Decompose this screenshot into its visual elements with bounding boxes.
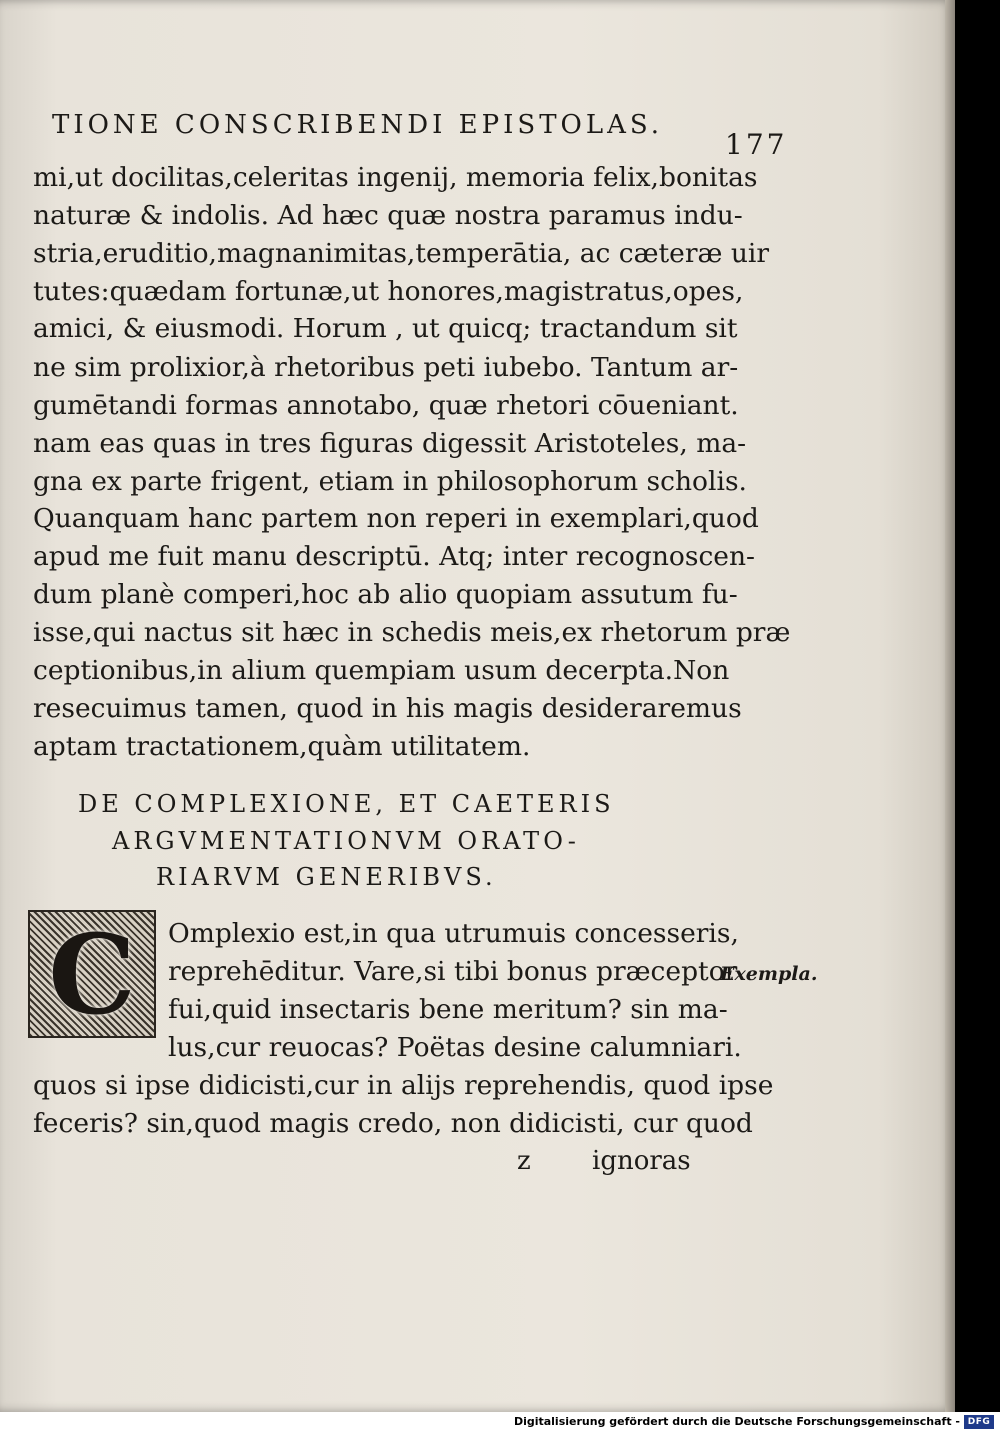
body-line: naturæ & indolis. Ad hæc quæ nostra paramus indu- (33, 200, 743, 231)
body-line: tutes:quædam fortunæ,ut honores,magistratus,opes, (33, 276, 744, 307)
body-line: resecuimus tamen, quod in his magis desideraremus (33, 693, 742, 724)
body-line: apud me fuit manu descriptū. Atq; inter recognoscen- (33, 541, 755, 572)
body-line: aptam tractationem,quàm utilitatem. (33, 731, 531, 762)
decorated-initial (28, 910, 156, 1038)
section-heading-line: ARGVMENTATIONVM ORATO- (112, 827, 580, 855)
body-line: nam eas quas in tres figuras digessit Aristoteles, ma- (33, 428, 747, 459)
catchword: ignoras (592, 1146, 691, 1176)
body-line: Quanquam hanc partem non reperi in exemplari,quod (33, 503, 759, 534)
page-edge (945, 0, 955, 1412)
body-line: stria,eruditio,magnanimitas,temperātia, ac cæteræ uir (33, 238, 770, 269)
drop-cap-letter: C (48, 909, 136, 1039)
footer-credit: Digitalisierung gefördert durch die Deutsche Forschungsgemeinschaft - (513, 1415, 960, 1428)
running-head: TIONE CONSCRIBENDI EPISTOLAS. (52, 110, 664, 140)
section-heading-line: DE COMPLEXIONE, ET CAETERIS (78, 790, 615, 818)
signature-mark: z (517, 1146, 531, 1176)
dfg-logo: DFG (964, 1415, 994, 1429)
section-heading-line: RIARVM GENERIBVS. (156, 863, 497, 891)
folio-number: 177 (725, 128, 788, 161)
body-line: amici, & eiusmodi. Horum , ut quicq; tractandum sit (33, 313, 738, 344)
body-line: gumētandi formas annotabo, quæ rhetori cōueniant. (33, 390, 739, 421)
body-line: Omplexio est,in qua utrumuis concesseris, (168, 918, 739, 949)
footer-bar (0, 1412, 1000, 1433)
body-line: quos si ipse didicisti,cur in alijs reprehendis, quod ipse (33, 1070, 774, 1101)
body-line: ne sim prolixior,à rhetoribus peti iubebo. Tantum ar- (33, 352, 739, 383)
body-line: dum planè comperi,hoc ab alio quopiam assutum fu- (33, 579, 738, 610)
body-line: isse,qui nactus sit hæc in schedis meis,ex rhetorum præ (33, 617, 791, 648)
body-line: mi,ut docilitas,celeritas ingenij, memoria felix,bonitas (33, 162, 758, 193)
body-line: feceris? sin,quod magis credo, non didicisti, cur quod (33, 1108, 753, 1139)
body-line: ceptionibus,in alium quempiam usum decerpta.Non (33, 655, 730, 686)
body-line: lus,cur reuocas? Poëtas desine calumniari. (168, 1032, 742, 1063)
body-line: fui,quid insectaris bene meritum? sin ma- (168, 994, 728, 1025)
margin-note: Exempla. (720, 963, 818, 985)
body-line: reprehēditur. Vare,si tibi bonus præceptor (168, 956, 738, 987)
body-line: gna ex parte frigent, etiam in philosophorum scholis. (33, 466, 747, 497)
